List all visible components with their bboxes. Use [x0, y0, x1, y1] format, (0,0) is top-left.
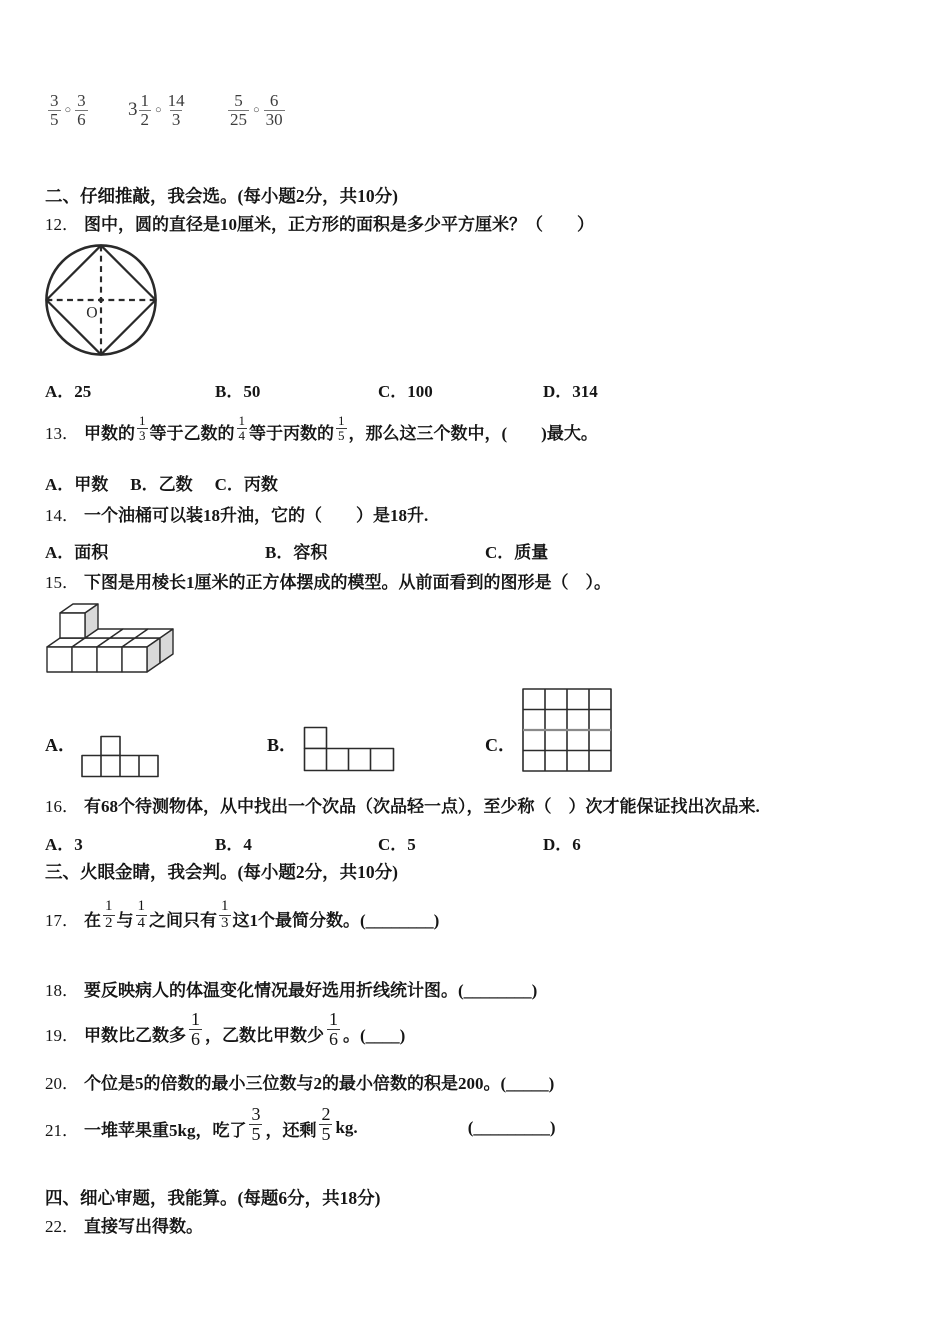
question-14-options: [45, 538, 915, 562]
fraction: [319, 1105, 332, 1144]
fraction-denominator: 5: [50, 109, 59, 129]
fraction-numerator: 14: [167, 91, 185, 110]
option-a: A．25: [45, 382, 92, 401]
cube-model-svg: [40, 597, 180, 677]
fraction-denominator: 5: [251, 1123, 261, 1144]
option-a-shape-svg: [81, 735, 159, 778]
fraction-numerator: 1: [191, 1008, 200, 1029]
fraction-denominator: 3: [139, 427, 146, 443]
question-13-text: 等于乙数的: [149, 423, 235, 443]
question-12-options: [45, 377, 915, 401]
fraction-numerator: 1: [137, 897, 145, 914]
question-17: [45, 894, 439, 942]
question-22-number: 22．: [45, 1217, 79, 1236]
fraction: [136, 899, 148, 932]
fraction-numerator: 1: [238, 412, 245, 428]
question-12-text: 图中，圆的直径是10厘米，正方形的面积是多少平方厘米？（ ）: [84, 215, 594, 234]
question-17-text: 这1个最简分数。(________): [232, 910, 440, 930]
compare-circle-placeholder: ○: [253, 104, 260, 117]
fraction-denominator: 4: [137, 914, 145, 931]
fraction-denominator: 2: [140, 109, 149, 129]
section-3-heading: [45, 862, 398, 884]
question-19-text: 甲数比乙数多: [84, 1025, 186, 1045]
comparison-pair-2: [128, 92, 187, 129]
question-21-text: 一堆苹果重5kg，吃了: [84, 1120, 247, 1140]
question-22-text: 直接写出得数。: [84, 1217, 203, 1236]
option-a: A．甲数: [45, 475, 109, 494]
question-13-text: 等于丙数的: [249, 423, 334, 443]
fraction: [137, 414, 148, 442]
option-b-figure: [303, 726, 395, 777]
fraction-denominator: 3: [221, 914, 229, 931]
question-12: [45, 214, 594, 235]
question-22: [45, 1216, 203, 1237]
fraction-numerator: 1: [105, 897, 113, 914]
option-b: B．容积: [265, 543, 328, 562]
fraction-numerator: 5: [234, 91, 243, 110]
fraction-denominator: 2: [105, 914, 113, 931]
fraction-denominator: 5: [338, 427, 345, 443]
question-17-text: 之间只有: [149, 910, 217, 930]
question-19-number: 19．: [45, 1025, 79, 1045]
fraction: [48, 92, 61, 129]
fraction-numerator: 1: [338, 412, 345, 428]
question-17-text: 在: [84, 910, 101, 930]
option-a: A．3: [45, 835, 83, 854]
option-c-figure: [522, 688, 612, 777]
question-20: [45, 1073, 554, 1094]
fraction: [249, 1105, 262, 1144]
fraction: [228, 92, 249, 129]
fraction-numerator: 3: [251, 1103, 261, 1124]
option-c: C．质量: [485, 543, 549, 562]
circle-center-label: O: [86, 304, 98, 322]
fraction-denominator: 25: [230, 109, 247, 129]
fraction: [336, 414, 347, 442]
fraction-numerator: 2: [321, 1103, 331, 1124]
fraction-denominator: 5: [321, 1123, 331, 1144]
fraction: [264, 92, 285, 129]
fraction-denominator: 6: [77, 109, 86, 129]
question-16-number: 16．: [45, 797, 79, 816]
question-19: [45, 1008, 405, 1058]
question-14-number: 14．: [45, 506, 79, 525]
question-21-text: kg.: [335, 1118, 358, 1137]
fraction-numerator: 6: [269, 91, 279, 110]
option-c-grid-svg: [522, 688, 612, 772]
option-b-shape-svg: [303, 726, 395, 772]
fraction-denominator: 30: [265, 109, 283, 129]
section-2-heading: [45, 186, 398, 208]
question-19-text: ，乙数比甲数少: [205, 1025, 324, 1045]
question-21-number: 21．: [45, 1120, 79, 1140]
question-16-text: 有68个待测物体，从中找出一个次品（次品轻一点），至少称（ ）次才能保证找出次品来.: [84, 797, 760, 816]
question-12-number: 12．: [45, 215, 79, 234]
fraction: [139, 92, 152, 129]
option-a: A．面积: [45, 543, 109, 562]
fraction-numerator: 3: [50, 91, 59, 110]
fraction-numerator: 1: [139, 412, 146, 428]
option-a-label: A．: [45, 735, 76, 755]
circle-inscribed-square-figure: [42, 241, 160, 364]
question-15-options: [45, 685, 915, 780]
question-13-number: 13．: [45, 423, 79, 443]
option-a-figure: [81, 735, 159, 783]
question-13-text: 甲数的: [84, 423, 135, 443]
comparison-pair-1: [48, 92, 88, 129]
fraction-denominator: 4: [238, 427, 245, 443]
fraction-numerator: 1: [221, 897, 229, 914]
option-b: B．4: [215, 835, 252, 854]
question-21-answer-blank: (_________): [467, 1118, 556, 1137]
whole-number: 3: [128, 99, 138, 121]
fraction: [219, 899, 231, 932]
fraction-numerator: 1: [140, 91, 149, 110]
question-13: [45, 407, 598, 455]
fraction: [237, 414, 248, 442]
question-21-text: ，还剩: [265, 1120, 317, 1140]
option-c: C．5: [378, 835, 416, 854]
question-13-text: ，那么这三个数中，( )最大。: [348, 423, 598, 443]
question-18: [45, 980, 537, 1001]
question-15-number: 15．: [45, 573, 79, 592]
circle-figure-svg: [42, 241, 160, 359]
question-14-text: 一个油桶可以装18升油，它的（ ）是18升.: [84, 506, 429, 525]
section-4-heading: [45, 1188, 380, 1210]
question-18-number: 18．: [45, 981, 79, 1000]
section-3-title: 三、火眼金睛，我会判。(每小题2分，共10分): [45, 862, 398, 882]
question-15: [45, 572, 611, 593]
question-18-text: 要反映病人的体温变化情况最好选用折线统计图。(________): [84, 981, 538, 1000]
fraction-denominator: 3: [171, 109, 181, 129]
option-b: B．50: [215, 382, 261, 401]
question-15-text: 下图是用棱长1厘米的正方体摆成的模型。从前面看到的图形是（ ）。: [84, 573, 611, 592]
fraction-numerator: 3: [77, 91, 86, 110]
fraction: [166, 92, 187, 129]
option-d: D．314: [543, 382, 598, 401]
fraction: [327, 1010, 340, 1049]
section-4-title: 四、细心审题，我能算。(每题6分，共18分): [45, 1188, 381, 1208]
option-d: D．6: [543, 835, 581, 854]
fraction-denominator: 6: [329, 1028, 338, 1049]
fraction: [75, 92, 88, 129]
comparison-pair-3: [228, 92, 285, 129]
question-13-options: [45, 470, 278, 495]
question-20-number: 20．: [45, 1074, 79, 1093]
question-19-text: 。(____): [343, 1025, 406, 1045]
question-21: [45, 1103, 556, 1153]
option-b-label: B．: [267, 735, 298, 755]
fraction: [103, 899, 115, 932]
fraction: [189, 1010, 202, 1049]
section-2-title: 二、仔细推敲，我会选。(每小题2分，共10分): [45, 186, 398, 206]
compare-circle-placeholder: ○: [64, 104, 72, 117]
option-b: B．乙数: [130, 475, 193, 494]
question-16-options: [45, 830, 915, 854]
fraction-numerator: 1: [329, 1008, 338, 1029]
option-c: C．丙数: [214, 475, 278, 494]
question-17-text: 与: [116, 910, 134, 930]
fraction-denominator: 6: [191, 1028, 200, 1049]
question-20-text: 个位是5的倍数的最小三位数与2的最小倍数的积是200。(_____): [84, 1074, 555, 1093]
compare-circle-placeholder: ○: [155, 104, 162, 117]
question-17-number: 17．: [45, 910, 79, 930]
option-c-label: C．: [485, 735, 516, 755]
question-14: [45, 505, 428, 526]
question-16: [45, 796, 760, 817]
cube-model-figure: [40, 597, 180, 682]
option-c: C．100: [378, 382, 433, 401]
